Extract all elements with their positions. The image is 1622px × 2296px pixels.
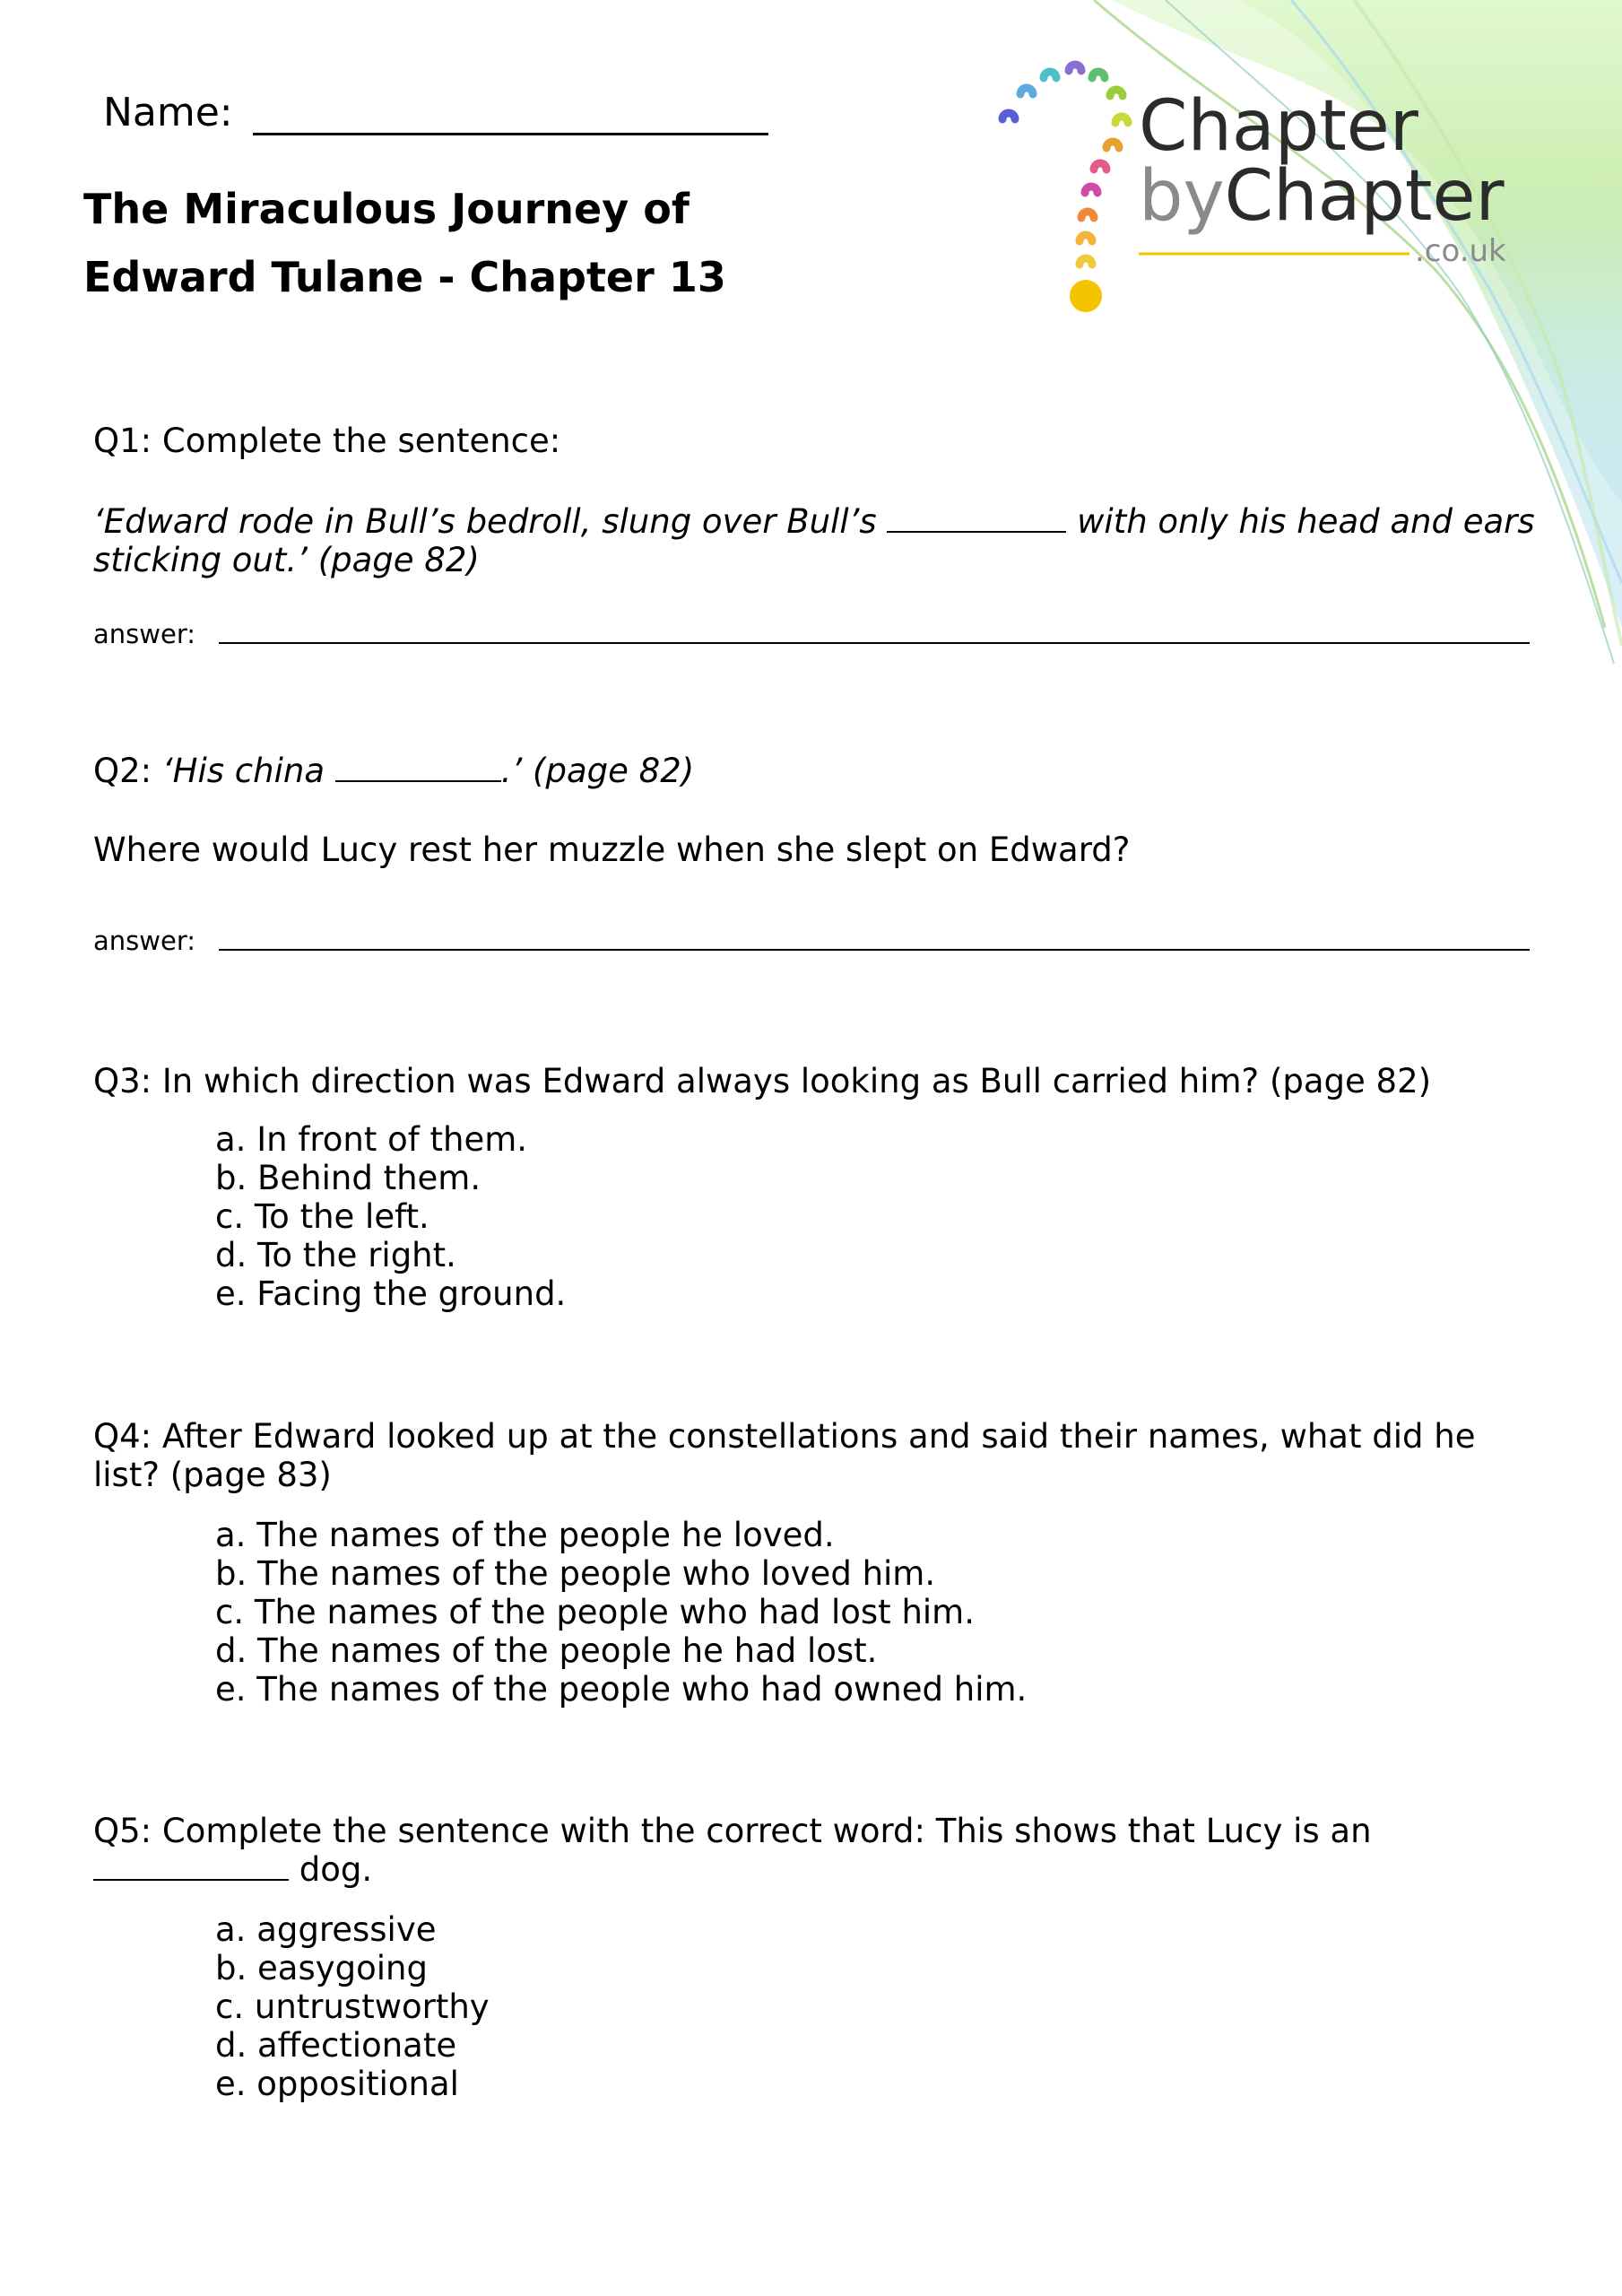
q5-option-e[interactable]: e. oppositional [215, 2065, 459, 2103]
worksheet-title [83, 175, 726, 311]
q5-option-b[interactable]: b. easygoing [215, 1949, 428, 1987]
logo-word-chapter: Chapter [1139, 86, 1418, 167]
q4-option-c[interactable]: c. The names of the people who had lost him. [215, 1593, 975, 1631]
q5-question-line-2 [93, 1850, 372, 1889]
q1-answer-label: answer: [93, 619, 196, 649]
q1-quote-part1: ‘Edward rode in Bull’s bedroll, slung over Bull’s [93, 502, 877, 541]
q3-option-b[interactable]: b. Behind them. [215, 1159, 481, 1197]
q2-answer-line[interactable] [219, 949, 1530, 951]
q1-answer-line[interactable] [219, 642, 1530, 644]
q5-options [215, 1910, 490, 2103]
logo-domain: .co.uk [1415, 233, 1506, 269]
q3-option-c[interactable]: c. To the left. [215, 1197, 429, 1236]
name-blank[interactable] [253, 90, 768, 135]
name-label: Name: [103, 90, 233, 135]
q2-number: Q2: [93, 752, 162, 790]
q3-option-d[interactable]: d. To the right. [215, 1236, 456, 1274]
q1-quote-line-2: sticking out.’ (page 82) [93, 541, 480, 579]
q1-prompt: Q1: Complete the sentence: [93, 422, 561, 460]
q5-blank [93, 1850, 289, 1881]
q4-option-d[interactable]: d. The names of the people he had lost. [215, 1631, 878, 1670]
q3-question: Q3: In which direction was Edward always looking as Bull carried him? (page 82) [93, 1062, 1432, 1100]
q1-quote-part2: with only his head and ears [1077, 502, 1535, 541]
q1-quote-blank [887, 502, 1066, 533]
q2-quote-part2: ‘His china [161, 752, 325, 790]
q5-question-line-1: Q5: Complete the sentence with the correct word: This shows that Lucy is an [93, 1812, 1372, 1850]
q4-option-e[interactable]: e. The names of the people who had owned him. [215, 1670, 1028, 1709]
q3-option-a[interactable]: a. In front of them. [215, 1120, 528, 1159]
q5-question-suffix: dog. [289, 1850, 373, 1889]
q4-question-line-2: list? (page 83) [93, 1456, 332, 1494]
q4-question-line-1: Q4: After Edward looked up at the constellations and said their names, what did he [93, 1417, 1476, 1456]
q2-question: Where would Lucy rest her muzzle when she slept on Edward? [93, 831, 1131, 869]
q4-option-a[interactable]: a. The names of the people he loved. [215, 1516, 835, 1554]
q2-quote-blank [335, 752, 501, 782]
q4-option-b[interactable]: b. The names of the people who loved him. [215, 1554, 936, 1593]
question-mark-icon [1002, 65, 1128, 265]
title-line-2: Edward Tulane - Chapter 13 [83, 253, 726, 301]
q3-options [215, 1120, 566, 1313]
q1-quote-line-1 [93, 502, 1535, 541]
q5-option-d[interactable]: d. affectionate [215, 2026, 457, 2065]
q1-answer-row[interactable] [93, 619, 1530, 649]
title-line-1: The Miraculous Journey of [83, 185, 690, 233]
q3-option-e[interactable]: e. Facing the ground. [215, 1274, 567, 1313]
q5-option-a[interactable]: a. aggressive [215, 1910, 437, 1949]
name-field [103, 90, 768, 135]
chapter-by-chapter-logo [968, 49, 1542, 318]
q2-answer-label: answer: [93, 926, 196, 956]
q2-quote-part3: .’ (page 82) [500, 752, 695, 790]
q2-quote [93, 752, 694, 790]
q5-option-c[interactable]: c. untrustworthy [215, 1987, 490, 2026]
logo-word-bychapter: byChapter [1139, 156, 1505, 237]
q4-options [215, 1516, 1027, 1709]
q2-answer-row[interactable] [93, 926, 1530, 956]
